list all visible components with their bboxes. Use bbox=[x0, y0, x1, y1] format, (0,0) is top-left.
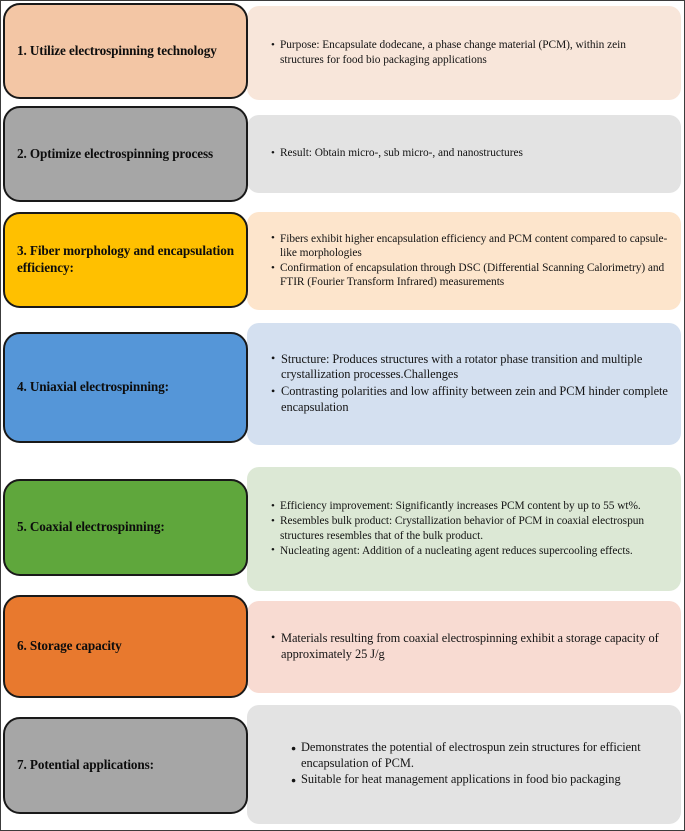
detail-bullet: • Contrasting polarities and low affinity between zein and PCM hinder complete encapsulation bbox=[271, 384, 671, 415]
detail-bullet: • Nucleating agent: Addition of a nucleating agent reduces supercooling effects. bbox=[271, 544, 671, 558]
stage-box-4[interactable] bbox=[3, 332, 248, 443]
stage-box-2[interactable] bbox=[3, 106, 248, 202]
process-row-3 bbox=[1, 209, 685, 317]
detail-list-6 bbox=[271, 631, 671, 663]
stage-box-6[interactable] bbox=[3, 595, 248, 698]
process-row-1 bbox=[1, 1, 685, 111]
process-row-2 bbox=[1, 105, 685, 209]
process-row-7 bbox=[1, 701, 685, 831]
process-row-6 bbox=[1, 593, 685, 701]
detail-bullet: • Materials resulting from coaxial electrospinning exhibit a storage capacity of approximately 25 J/g bbox=[271, 631, 671, 662]
detail-bullet: ● Demonstrates the potential of electrospun zein structures for efficient encapsulation of PCM. bbox=[291, 740, 671, 772]
detail-bullet: • Structure: Produces structures with a rotator phase transition and multiple crystallization processes.Challenges bbox=[271, 352, 671, 383]
detail-bullet: • Efficiency improvement: Significantly increases PCM content by up to 55 wt%. bbox=[271, 499, 671, 513]
detail-list-3 bbox=[271, 232, 671, 290]
stage-label-4: 4. Uniaxial electrospinning: bbox=[17, 379, 169, 395]
detail-bullet: • Purpose: Encapsulate dodecane, a phase change material (PCM), within zein structures for food bio packaging applications bbox=[271, 38, 671, 66]
stage-label-6: 6. Storage capacity bbox=[17, 638, 122, 654]
detail-bullet: • Confirmation of encapsulation through DSC (Differential Scanning Calorimetry) and FTIR (Fourier Transform Infrared) measurements bbox=[271, 261, 671, 289]
process-row-4 bbox=[1, 317, 685, 453]
process-row-5 bbox=[1, 453, 685, 593]
detail-list-4 bbox=[271, 352, 671, 416]
detail-bullet: • Result: Obtain micro-, sub micro-, and nanostructures bbox=[271, 146, 671, 160]
detail-list-7 bbox=[291, 740, 671, 789]
stage-box-3[interactable] bbox=[3, 212, 248, 308]
stage-box-1[interactable] bbox=[3, 3, 248, 99]
detail-bullet: • Fibers exhibit higher encapsulation efficiency and PCM content compared to capsule-like morphologies bbox=[271, 232, 671, 260]
stage-label-7: 7. Potential applications: bbox=[17, 757, 154, 773]
detail-panel-5 bbox=[247, 467, 681, 591]
detail-panel-7 bbox=[247, 705, 681, 824]
detail-panel-6 bbox=[247, 601, 681, 693]
detail-panel-4 bbox=[247, 323, 681, 445]
detail-list-5 bbox=[271, 499, 671, 558]
detail-panel-3 bbox=[247, 212, 681, 310]
detail-list-1 bbox=[271, 38, 671, 67]
stage-label-2: 2. Optimize electrospinning process bbox=[17, 145, 214, 161]
detail-bullet: ● Suitable for heat management applications in food bio packaging bbox=[291, 772, 671, 788]
stage-box-5[interactable] bbox=[3, 479, 248, 576]
stage-box-7[interactable] bbox=[3, 717, 248, 814]
detail-list-2 bbox=[271, 146, 671, 161]
detail-bullet: • Resembles bulk product: Crystallization behavior of PCM in coaxial electrospun structures resembles that of the bulk product. bbox=[271, 514, 671, 542]
stage-label-3: 3. Fiber morphology and encapsulation efficiency: bbox=[17, 243, 234, 275]
detail-panel-1 bbox=[247, 6, 681, 100]
stage-label-1: 1. Utilize electrospinning technology bbox=[17, 42, 217, 58]
detail-panel-2 bbox=[247, 115, 681, 193]
stage-label-5: 5. Coaxial electrospinning: bbox=[17, 519, 165, 535]
